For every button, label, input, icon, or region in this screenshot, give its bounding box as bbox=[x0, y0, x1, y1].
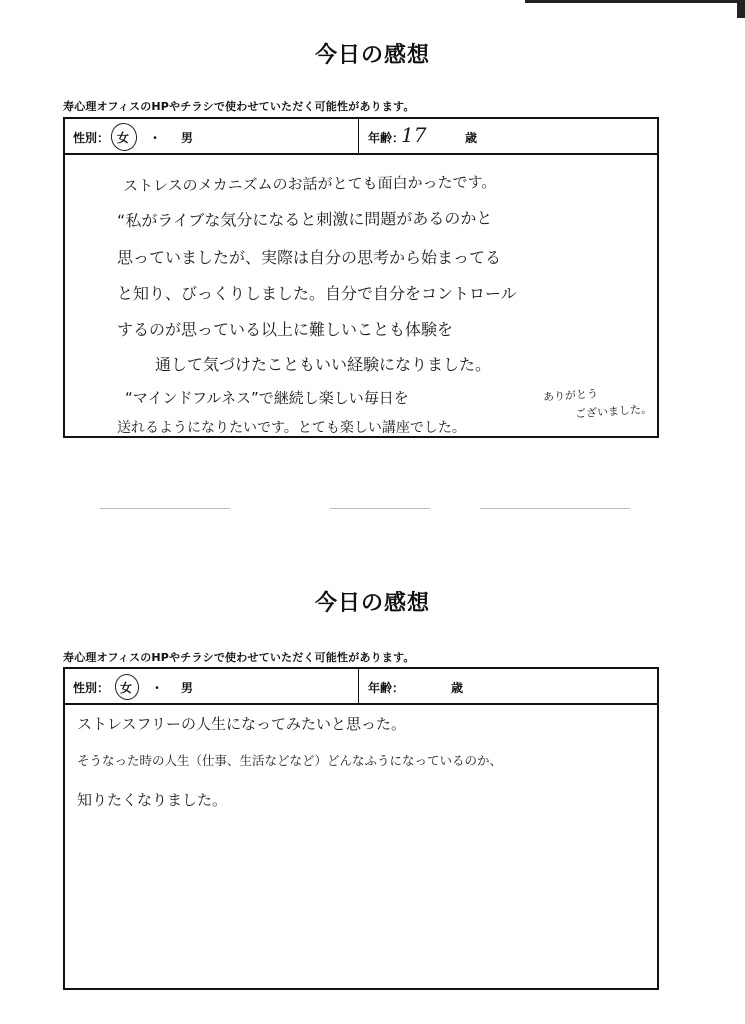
cell-divider bbox=[358, 669, 359, 703]
comment-line: そうなった時の人生（仕事、生活などなど）どんなふうになっているのか、 bbox=[77, 753, 503, 768]
age-value: 17 bbox=[401, 123, 427, 147]
comment-line: ストレスのメカニズムのお話がとても面白かったです。 bbox=[122, 173, 497, 195]
form-title: 今日の感想 bbox=[314, 43, 430, 68]
handwritten-comment bbox=[65, 705, 657, 988]
usage-notice: 寿心理オフィスのHPやチラシで使わせていただく可能性があります。 bbox=[63, 651, 415, 664]
comment-line: するのが思っている以上に難しいことも体験を bbox=[117, 320, 454, 339]
gender-female: 女 bbox=[120, 681, 133, 695]
page-separator bbox=[100, 508, 230, 509]
comment-line: 知りたくなりました。 bbox=[77, 791, 228, 809]
page-separator bbox=[480, 508, 630, 509]
gender-separator: ・ bbox=[151, 681, 164, 695]
form-title: 今日の感想 bbox=[314, 591, 430, 616]
age-unit: 歳 bbox=[451, 681, 464, 695]
page-separator bbox=[330, 508, 430, 509]
gender-label: 性別： bbox=[73, 681, 110, 695]
comment-line: “マインドフルネス”で継続し楽しい毎日を bbox=[125, 389, 409, 407]
aside-note: ありがとう bbox=[542, 387, 599, 404]
feedback-box bbox=[63, 667, 659, 990]
comment-line: 送れるようになりたいです。とても楽しい講座でした。 bbox=[117, 420, 466, 436]
comment-line: “私がライブな気分になると刺激に問題があるのかと bbox=[116, 208, 493, 231]
cell-divider bbox=[358, 119, 359, 153]
handwritten-comment bbox=[65, 155, 657, 436]
gender-male: 男 bbox=[181, 131, 194, 145]
gender-label: 性別： bbox=[73, 131, 110, 145]
gender-separator: ・ bbox=[149, 131, 162, 145]
age-label: 年齢： bbox=[368, 131, 405, 145]
age-label: 年齢： bbox=[368, 681, 405, 695]
comment-line: 思っていましたが、実際は自分の思考から始まってる bbox=[117, 248, 502, 267]
usage-notice: 寿心理オフィスのHPやチラシで使わせていただく可能性があります。 bbox=[63, 100, 415, 113]
feedback-box bbox=[63, 117, 659, 438]
comment-line: ストレスフリーの人生になってみたいと思った。 bbox=[77, 715, 406, 733]
comment-line: 通して気づけたこともいい経験になりました。 bbox=[155, 355, 492, 374]
gender-female: 女 bbox=[117, 131, 130, 145]
header-row bbox=[65, 119, 657, 155]
aside-note: ございました。 bbox=[574, 402, 653, 421]
scan-mark-top bbox=[525, 0, 745, 3]
comment-line: と知り、びっくりしました。自分で自分をコントロール bbox=[117, 284, 517, 303]
age-unit: 歳 bbox=[465, 131, 478, 145]
scan-mark-right bbox=[737, 0, 745, 18]
header-row bbox=[65, 669, 657, 705]
gender-male: 男 bbox=[181, 681, 194, 695]
